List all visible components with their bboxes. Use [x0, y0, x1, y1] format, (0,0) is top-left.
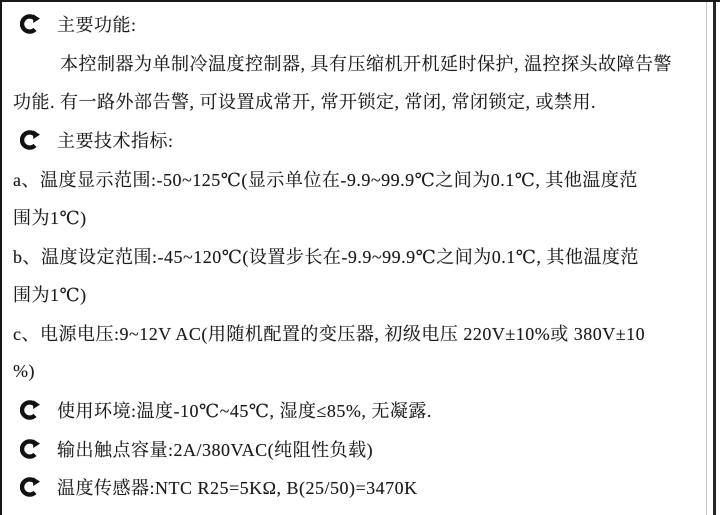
- description-line-1: [2, 44, 720, 83]
- line-text: 功能. 有一路外部告警, 可设置成常开, 常开锁定, 常闭, 常闭锁定, 或禁用.: [13, 92, 596, 113]
- circular-arrow-bullet-icon: [20, 14, 40, 34]
- output-contact-capacity-item: [2, 430, 720, 469]
- line-text: 主要功能:: [57, 15, 137, 36]
- page-edge-line-dark: [713, 2, 716, 515]
- circular-arrow-bullet-icon: [20, 439, 40, 459]
- circular-arrow-bullet-icon: [20, 477, 40, 497]
- temperature-sensor-item: [2, 468, 720, 507]
- circular-arrow-bullet-icon: [20, 400, 40, 420]
- line-text: c、电源电压:9~12V AC(用随机配置的变压器, 初级电压 220V±10%或 380V±10: [13, 324, 646, 345]
- line-text: 使用环境:温度-10℃~45℃, 湿度≤85%, 无凝露.: [57, 401, 432, 422]
- spec-c-power-voltage-line-1: [2, 314, 720, 353]
- line-text: b、温度设定范围:-45~120℃(设置步长在-9.9~99.9℃之间为0.1℃, 其他温度范: [13, 246, 639, 267]
- spec-c-power-voltage-line-2: [2, 352, 720, 391]
- line-text: 围为1℃): [13, 285, 87, 306]
- line-text: %): [13, 361, 35, 382]
- line-text: 围为1℃): [13, 208, 87, 229]
- spec-b-setting-range-line-1: [2, 237, 720, 276]
- operating-environment-item: [2, 391, 720, 430]
- page-edge-line-light: [706, 2, 707, 515]
- line-text: 温度传感器:NTC R25=5KΩ, B(25/50)=3470K: [57, 478, 418, 499]
- line-text: 本控制器为单制冷温度控制器, 具有压缩机开机延时保护, 温控探头故障告警: [60, 53, 672, 74]
- line-text: 主要技术指标:: [57, 131, 174, 152]
- description-line-2: [2, 82, 720, 121]
- spec-a-display-range-line-1: [2, 159, 720, 198]
- spec-a-display-range-line-2: [2, 198, 720, 237]
- line-text: 输出触点容量:2A/380VAC(纯阻性负载): [57, 439, 374, 460]
- line-text: a、温度显示范围:-50~125℃(显示单位在-9.9~99.9℃之间为0.1℃, 其他温度范: [13, 169, 638, 190]
- circular-arrow-bullet-icon: [20, 130, 40, 150]
- main-functions-heading: [2, 5, 720, 44]
- technical-specs-heading: [2, 121, 720, 160]
- spec-b-setting-range-line-2: [2, 275, 720, 314]
